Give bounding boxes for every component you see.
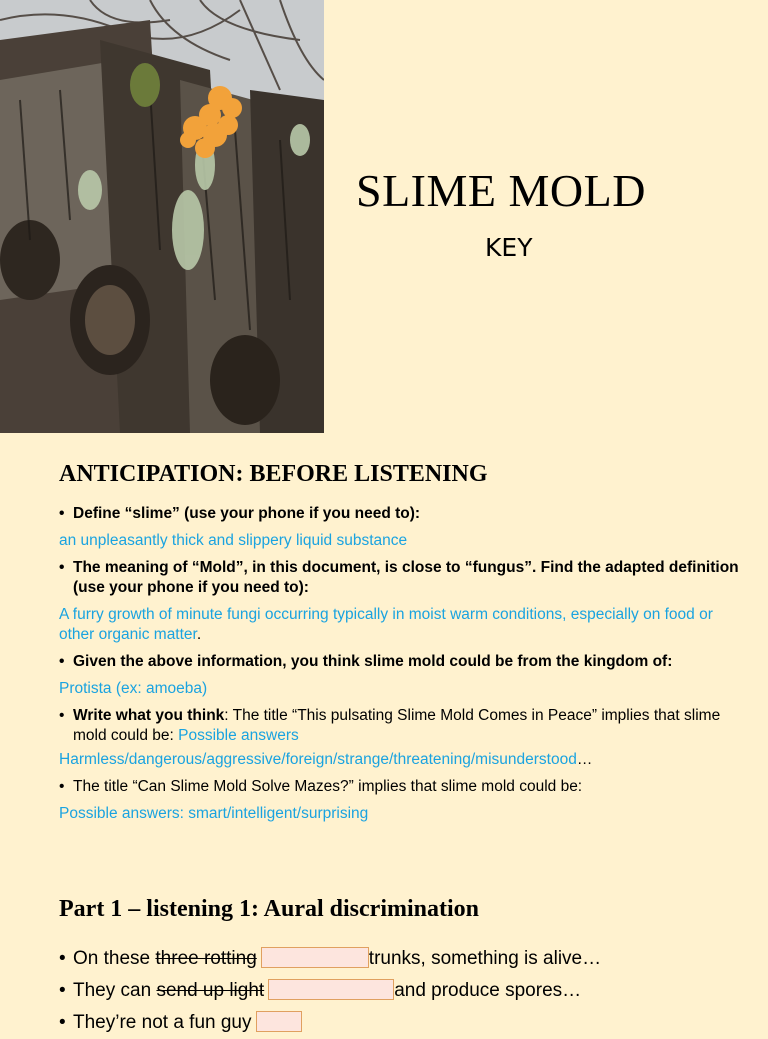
answer-2: A furry growth of minute fungi occurring typically in moist warm conditions, especially on food or other organic matter <box>59 606 713 643</box>
part1-heading: Part 1 – listening 1: Aural discrimination <box>59 896 479 922</box>
answer-4-block <box>59 750 739 770</box>
answer-3: Protista (ex: amoeba) <box>59 680 208 697</box>
anticipation-section <box>59 461 739 824</box>
answer-5: Possible answers: smart/intelligent/surprising <box>59 805 369 822</box>
line1-strike: three rotting <box>155 948 257 969</box>
question-4-bold: Write what you think <box>73 707 225 724</box>
anticipation-heading: ANTICIPATION: BEFORE LISTENING <box>59 461 488 487</box>
question-4-text: : The title “This pulsating Slime Mold Comes in Peace” implies that slime mold could be: <box>73 707 721 744</box>
fill-line-2 <box>59 975 759 1007</box>
question-5: • The title “Can Slime Mold Solve Mazes?” implies that slime mold could be: <box>59 777 739 797</box>
line2-strike: send up light <box>156 980 265 1001</box>
slime-mold-photo <box>0 0 324 433</box>
question-3: • Given the above information, you think slime mold could be from the kingdom of: <box>59 652 739 672</box>
answer-1: an unpleasantly thick and slippery liquid substance <box>59 532 408 549</box>
line3-pre: They’re not a fun guy <box>73 1012 252 1033</box>
slime-mold-on-logs-photo <box>0 0 324 433</box>
question-4-inline-answer: Possible answers <box>178 727 299 744</box>
line1-post: trunks, something is alive… <box>368 948 602 969</box>
answer-4-end: … <box>576 751 593 768</box>
fill-line-1 <box>59 943 759 975</box>
blank-1[interactable] <box>261 947 369 968</box>
blank-2[interactable] <box>268 979 394 1000</box>
question-1: • Define “slime” (use your phone if you need to): <box>59 504 739 524</box>
line2-post: and produce spores… <box>394 980 582 1001</box>
page-title: SLIME MOLD <box>356 165 646 216</box>
page-subtitle: KEY <box>485 233 533 262</box>
line1-pre: On these <box>73 948 156 969</box>
fill-line-3 <box>59 1007 759 1039</box>
question-4 <box>59 706 739 746</box>
blank-3[interactable] <box>256 1011 302 1032</box>
answer-4: Harmless/dangerous/aggressive/foreign/strange/threatening/misunderstood <box>59 751 577 768</box>
part1-section <box>59 896 759 1039</box>
answer-2-end: . <box>196 626 202 643</box>
question-2: • The meaning of “Mold”, in this document, is close to “fungus”. Find the adapted definition (use your phone if you need to): <box>59 558 739 598</box>
answer-2-block <box>59 605 739 645</box>
line2-pre: They can <box>73 980 157 1001</box>
